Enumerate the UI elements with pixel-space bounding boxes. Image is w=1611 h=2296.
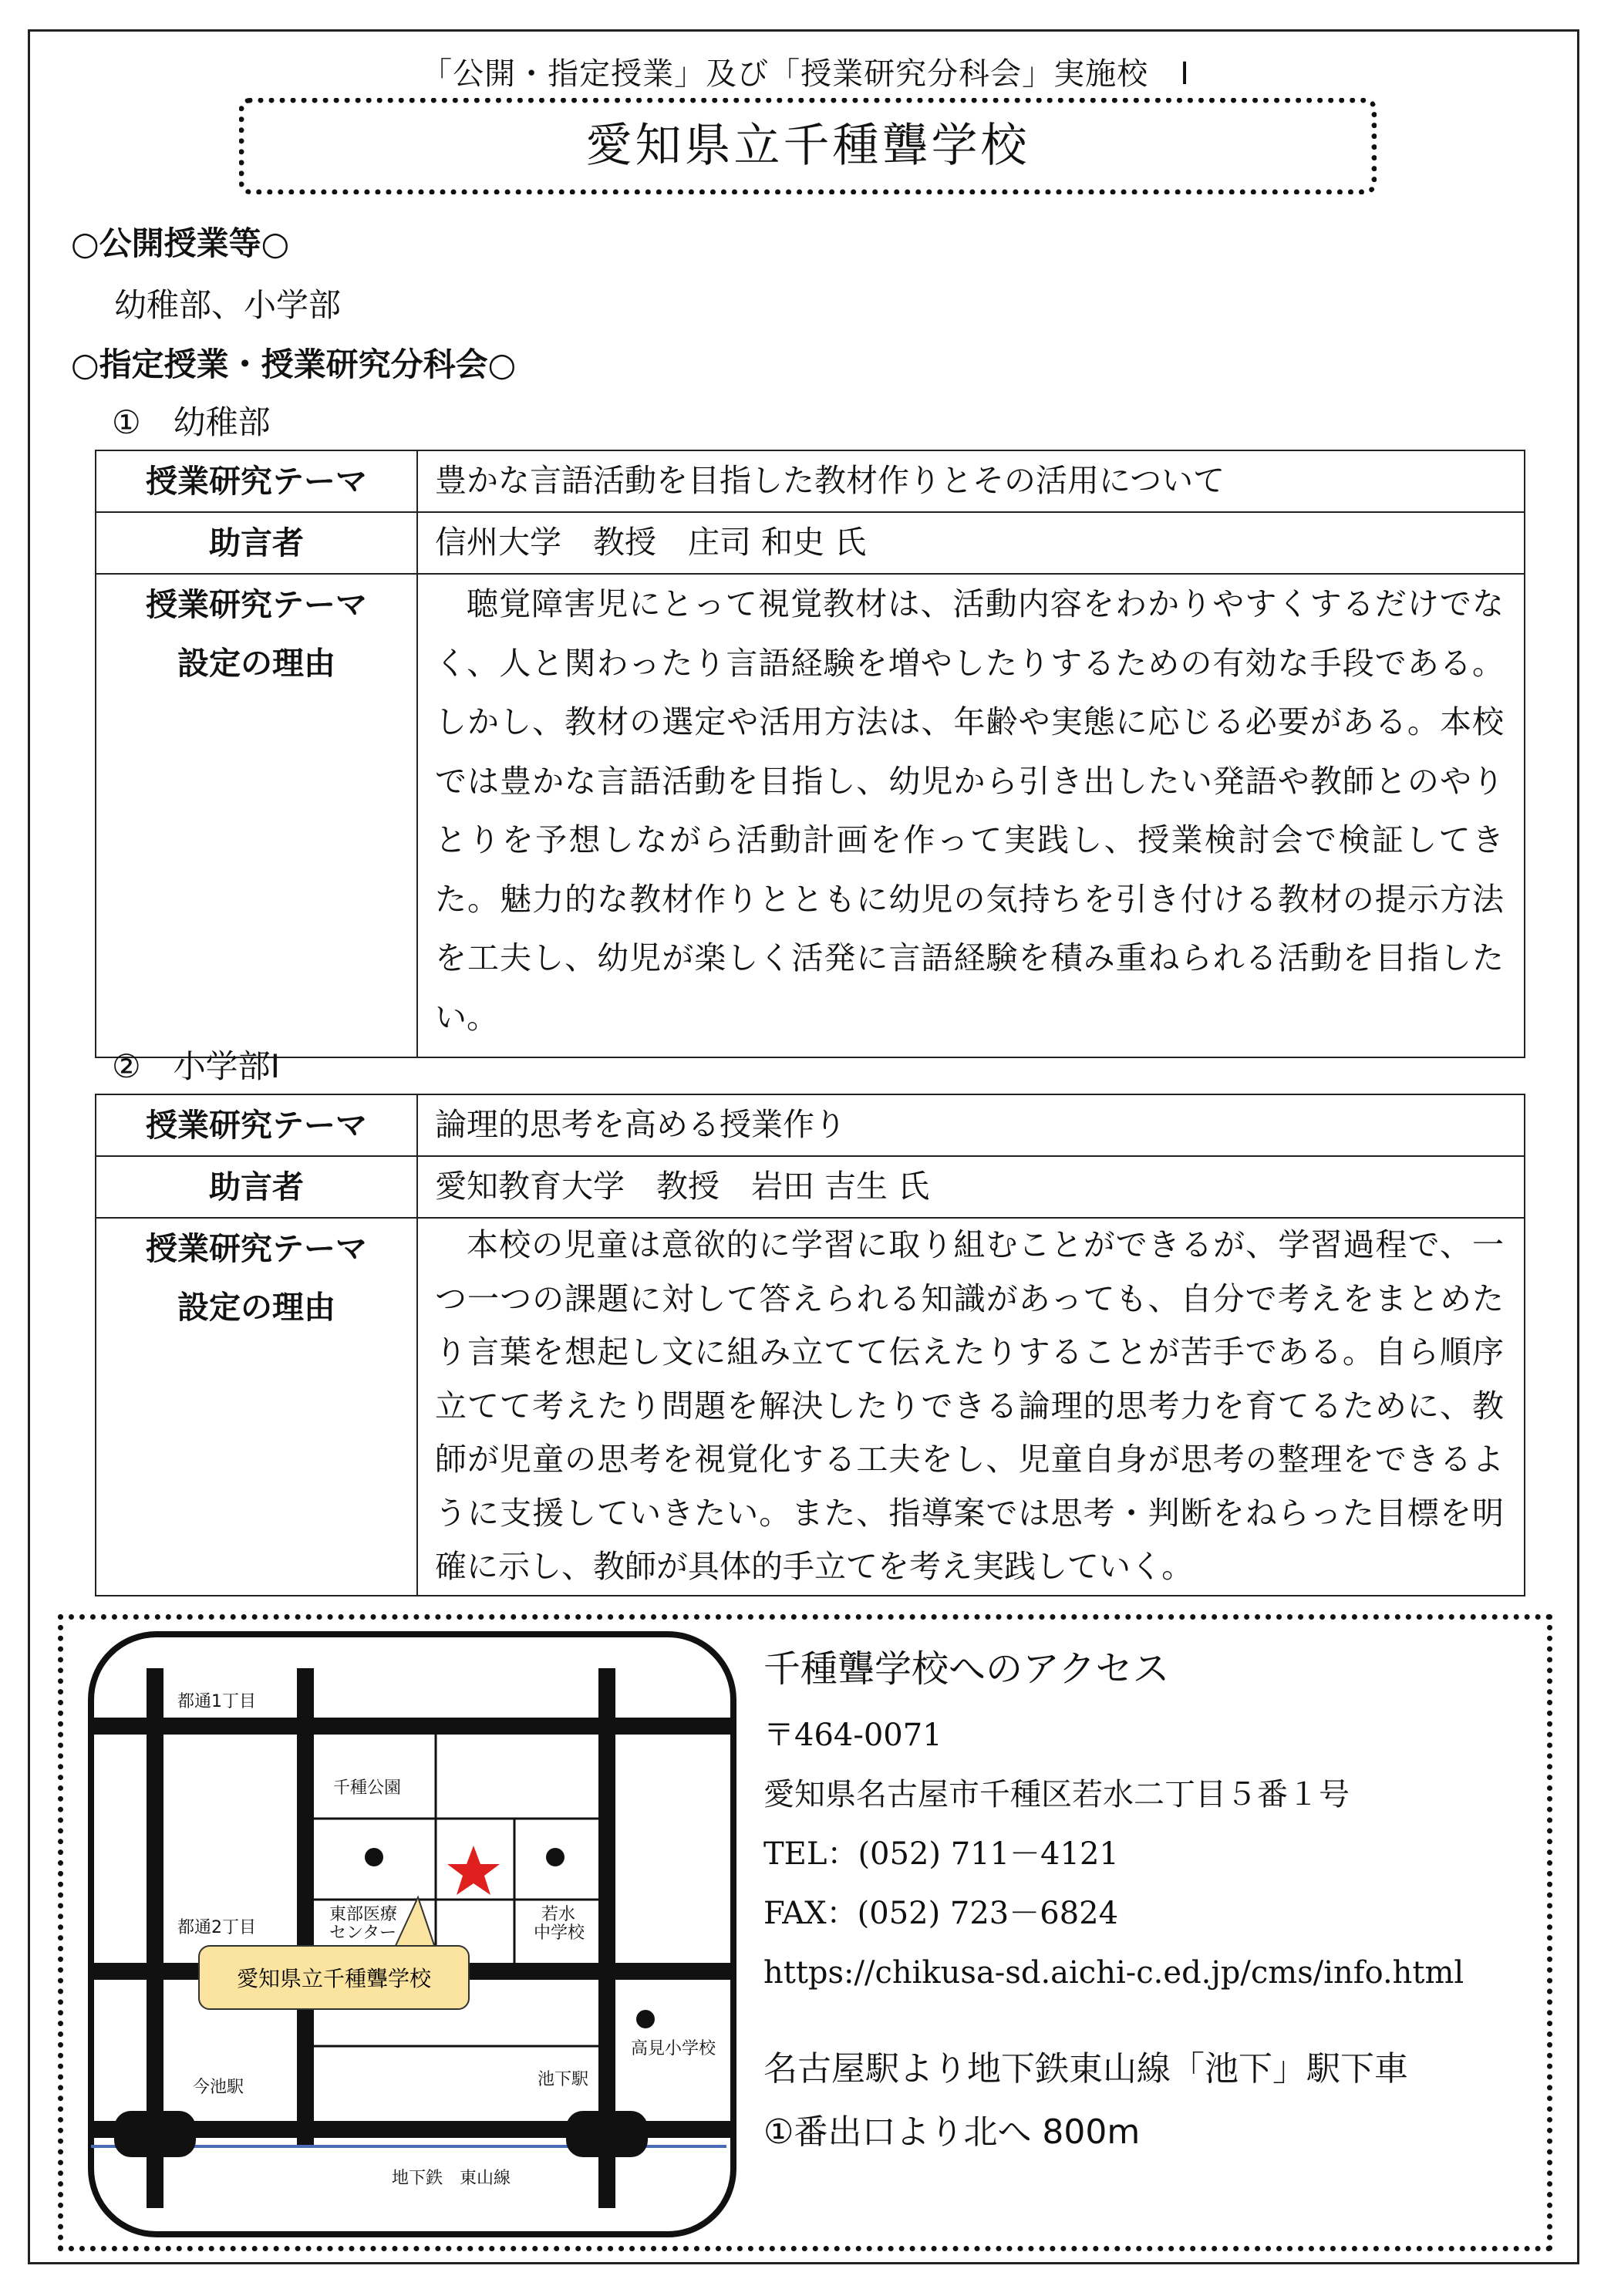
reason-label-line-2: 設定の理由 [177,645,335,682]
theme-value: 豊かな言語活動を目指した教材作りとその活用について [417,450,1525,512]
map-label-wakamizu: 若水 [541,1905,576,1924]
callout-label: 愛知県立千種聾学校 [236,1966,432,1991]
map-label-wakamizu-2: 中学校 [534,1923,585,1943]
website-link[interactable]: https://chikusa-sd.aichi-c.ed.jp/cms/info.html [763,1955,1464,1991]
directions-line-1: 名古屋駅より地下鉄東山線「池下」駅下車 [763,2049,1408,2089]
access-map [86,1630,738,2239]
theme-value: 論理的思考を高める授業作り [417,1094,1525,1156]
map-label-tsudori1: 都通1丁目 [177,1692,256,1711]
access-title: 千種聾学校へのアクセス [763,1647,1170,1691]
designated-heading: ○指定授業・授業研究分科会○ [71,346,517,383]
section-1-table [95,450,1525,1058]
section-2-table [95,1094,1525,1596]
open-lessons-heading: ○公開授業等○ [71,224,290,262]
reason-label-line-1: 授業研究テーマ [146,586,367,623]
fax: FAX：(052) 723－6824 [763,1896,1119,1931]
map-label-tobu-medical-2: センター [329,1923,397,1943]
wakamizu-marker [546,1848,565,1866]
ikeshita-station-marker [566,2111,648,2157]
map-label-takami: 高見小学校 [631,2039,716,2058]
advisor-value: 信州大学 教授 庄司 和史 氏 [417,512,1525,574]
tobu-medical-marker [365,1848,383,1866]
map-label-subway: 地下鉄 東山線 [392,2169,511,2188]
imaike-station-marker [114,2111,196,2157]
road-top [91,1718,733,1735]
section-1-label: ① 幼稚部 [112,403,271,441]
address: 愛知県名古屋市千種区若水二丁目５番１号 [763,1777,1350,1812]
reason-label-line-2: 設定の理由 [177,1289,335,1326]
program-header: 「公開・指定授業」及び「授業研究分科会」実施校 Ⅰ [421,56,1190,92]
directions-line-2: ①番出口より北へ 800m [763,2112,1141,2152]
section-2-label: ② 小学部Ⅰ [112,1047,281,1085]
advisor-label: 助言者 [96,1156,417,1218]
postal-code: 〒464-0071 [763,1718,942,1753]
reason-text: 聴覚障害児にとって視覚教材は、活動内容をわかりやすくするだけでなく、人と関わったり言語経験を増やしたりするための有効な手段である。しかし、教材の選定や活用方法は、年齢や実態に応じる必要がある。本校では豊かな言語活動を目指し、幼児から引き出したい発語や教師とのやりとりを予想しながら活動計画を作って実践し、授業検討会で検証してきた。魅力的な教材作りとともに幼児の気持ちを引き付ける教材の提示方法を工夫し、幼児が楽しく活発に言語経験を積み重ねられる活動を目指したい。 [417,574,1525,1057]
map-label-chikusa-park: 千種公園 [333,1778,402,1798]
reason-label [96,1218,417,1596]
advisor-value: 愛知教育大学 教授 岩田 吉生 氏 [417,1156,1525,1218]
reason-label [96,574,417,1057]
road-center [297,1668,314,2146]
theme-label: 授業研究テーマ [96,450,417,512]
map-label-ikeshita: 池下駅 [538,2070,589,2089]
reason-text: 本校の児童は意欲的に学習に取り組むことができるが、学習過程で、一つ一つの課題に対して答えられる知識があっても、自分で考えをまとめたり言葉を想起し文に組み立てて伝えたりすることが苦手である。自ら順序立てて考えたり問題を解決したりできる論理的思考力を育てるために、教師が児童の思考を視覚化する工夫をし、児童自身が思考の整理をできるように支援していきたい。また、指導案では思考・判断をねらった目標を明確に示し、教師が具体的手立てを考え実践していく。 [417,1218,1525,1596]
tel: TEL：(052) 711－4121 [763,1836,1119,1872]
map-label-imaike: 今池駅 [193,2078,244,2097]
reason-label-line-1: 授業研究テーマ [146,1230,367,1267]
school-title: 愛知県立千種聾学校 [239,98,1377,194]
access-info [763,1639,1464,2164]
map-label-tobu-medical: 東部医療 [329,1905,398,1924]
advisor-label: 助言者 [96,512,417,574]
takami-marker [636,2010,655,2028]
open-lessons-depts: 幼稚部、小学部 [114,286,342,324]
map-label-tsudori2: 都通2丁目 [177,1918,256,1937]
theme-label: 授業研究テーマ [96,1094,417,1156]
